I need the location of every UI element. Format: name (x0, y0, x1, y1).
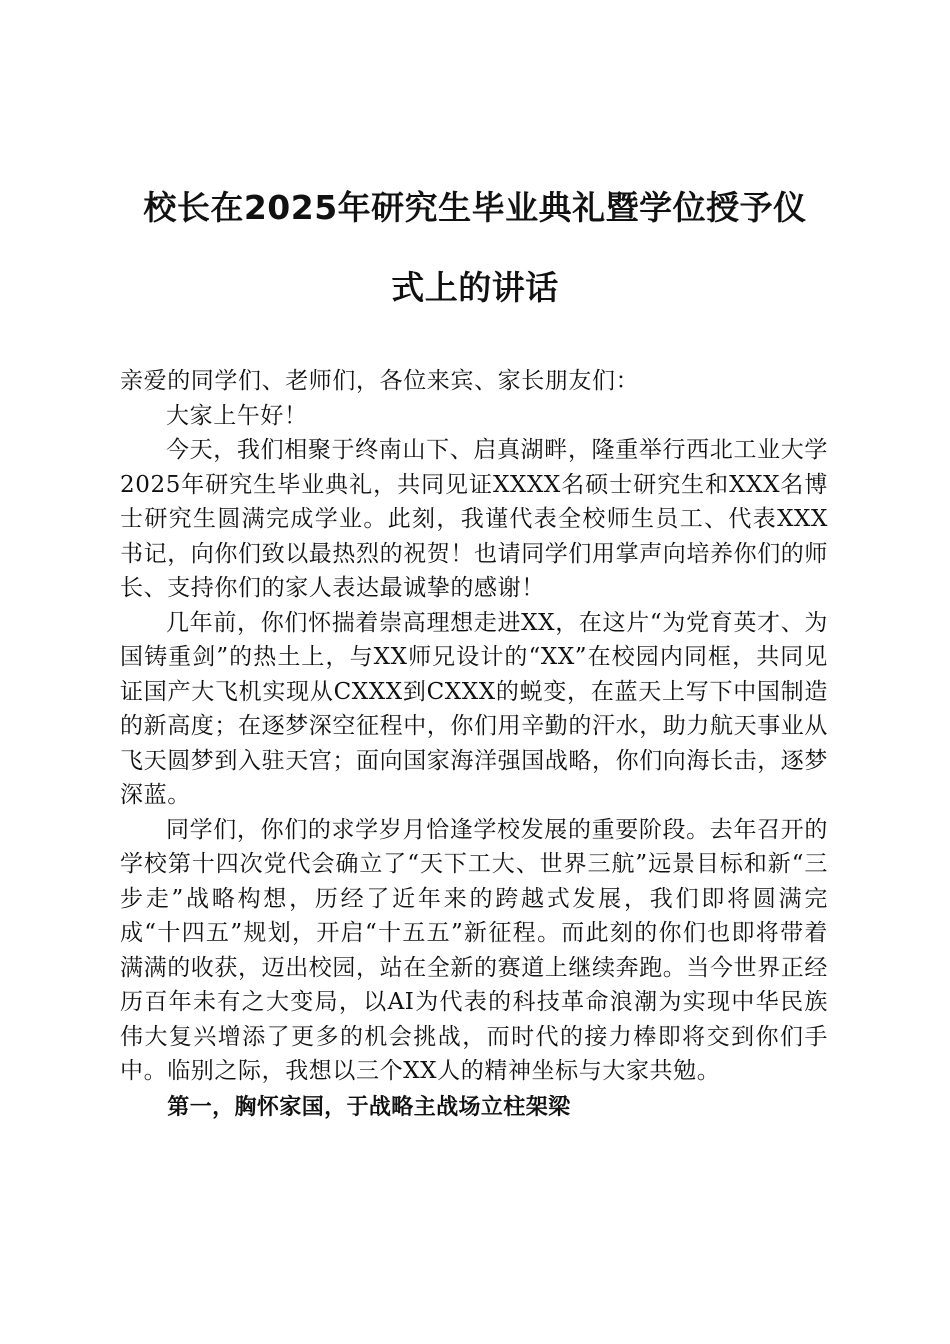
document-body (120, 364, 828, 1127)
section-heading: 第一，胸怀家国，于战略主战场立柱架梁 (167, 1094, 571, 1120)
title-line-2: 式上的讲话 (391, 268, 559, 307)
paragraph-3: 同学们，你们的求学岁月恰逢学校发展的重要阶段。去年召开的学校第十四次党代会确立了“天下工大、世界三航”远景目标和新“三步走”战略构想，历经了近年来的跨越式发展，我们即将圆满完成“十四五”规划，开启“十五五”新征程。而此刻的你们也即将带着满满的收获，迈出校园，站在全新的赛道上继续奔跑。当今世界正经历百年未有之大变局，以AI为代表的科技革命浪潮为实现中华民族伟大复兴增添了更多的机会挑战，而时代的接力棒即将交到你们手中。临别之际，我想以三个XX人的精神坐标与大家共勉。 (120, 816, 828, 1084)
paragraph-2: 几年前，你们怀揣着崇高理想走进XX，在这片“为党育英才、为国铸重剑”的热土上，与XX师兄设计的“XX”在校园内同框，共同见证国产大飞机实现从CXXX到CXXX的蜕变，在蓝天上写下中国制造的新高度；在逐梦深空征程中，你们用辛勤的汗水，助力航天事业从飞天圆梦到入驻天宫；面向国家海洋强国战略，你们向海长击，逐梦深蓝。 (120, 609, 828, 808)
document-title (110, 168, 840, 328)
salutation: 亲爱的同学们、老师们，各位来宾、家长朋友们： (120, 368, 640, 394)
paragraph-1: 今天，我们相聚于终南山下、启真湖畔，隆重举行西北工业大学2025年研究生毕业典礼，共同见证XXXX名硕士研究生和XXX名博士研究生圆满完成学业。此刻，我谨代表全校师生员工、代表XXX书记，向你们致以最热烈的祝贺！也请同学们用掌声向培养你们的师长、支持你们的家人表达最诚挚的感谢！ (120, 437, 828, 601)
greeting: 大家上午好！ (166, 402, 308, 429)
title-line-1: 校长在2025年研究生毕业典礼暨学位授予仪 (143, 188, 807, 227)
